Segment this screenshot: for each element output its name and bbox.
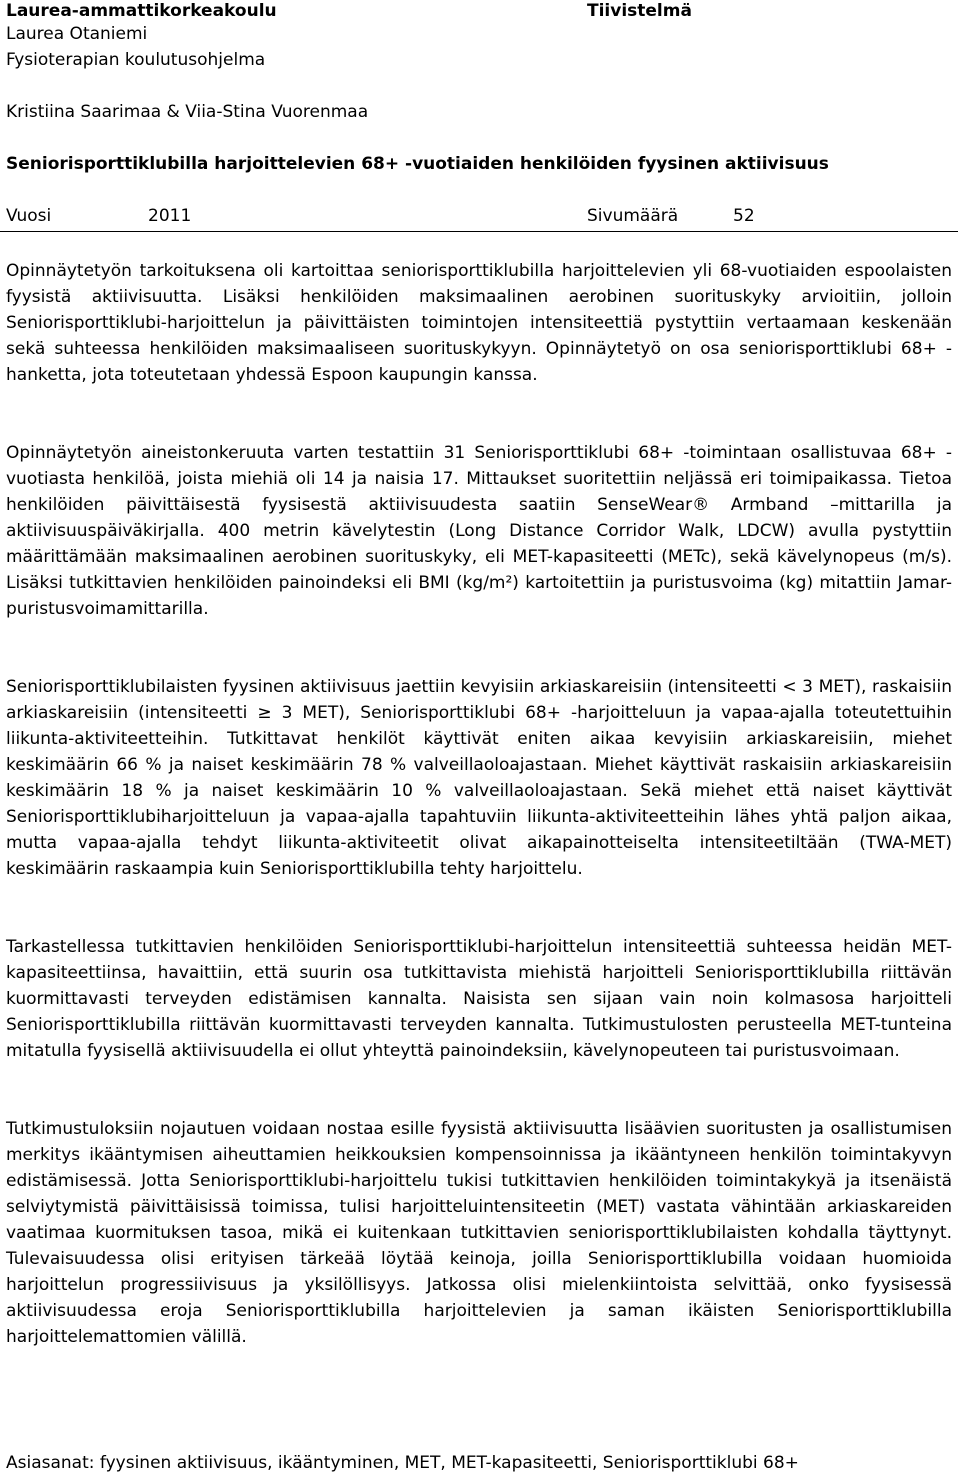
abstract-paragraph-2: Opinnäytetyön aineistonkeruuta varten testattiin 31 Seniorisporttiklubi 68+ -toimintaan osallistuvaa 68+ -vuotiasta henkilöä, joista miehiä oli 14 ja naisia 17. Mittaukset suoritettiin neljässä eri toimipaikassa. Tietoa henkilöiden päivittäisestä fyysisestä aktiivisuudesta saatiin SenseWear® Armband –mittarilla ja aktiivisuuspäiväkirjalla. 400 metrin kävelytestin (Long Distance Corridor Walk, LDCW) avulla pystyttiin määrittämään maksimaalinen aerobinen suorituskyky, eli MET-kapasiteetti (METc), sekä kävelynopeus (m/s). Lisäksi tutkittavien henkilöiden painoindeksi eli BMI (kg/m²) kartoitettiin ja puristusvoima (kg) mitattiin Jamar-puristusvoimamittarilla. <box>6 443 952 619</box>
abstract-paragraph-4: Tarkastellessa tutkittavien henkilöiden Seniorisporttiklubi-harjoittelun intensiteettiä suhteessa heidän MET-kapasiteettiinsa, havaittiin, että suurin osa tutkittavista miehistä harjoitteli Seniorisporttiklubilla riittävän kuormittavasti terveyden edistämisen kannalta. Naisista sen sijaan vain noin kolmasosa harjoitteli Seniorisporttiklubilla riittävän kuormittavasti terveyden kannalta. Tutkimustulosten perusteella MET-tunteina mitatulla fyysisellä aktiivisuudella ei ollut yhteyttä painoindeksiin, kävelynopeuteen tai puristusvoimaan. <box>6 937 952 1061</box>
year-label: Vuosi <box>6 206 52 226</box>
programme-name: Fysioterapian koulutusohjelma <box>6 50 266 70</box>
keywords <box>6 1452 799 1474</box>
pages-value: 52 <box>733 206 755 226</box>
thesis-title: Seniorisporttiklubilla harjoittelevien 68+ -vuotiaiden henkilöiden fyysinen aktiivisuus <box>6 154 829 174</box>
pages-label: Sivumäärä <box>587 206 679 226</box>
abstract-paragraph-5: Tutkimustuloksiin nojautuen voidaan nostaa esille fyysistä aktiivisuutta lisäävien suoritusten ja osallistumisen merkitys ikääntymisen aiheuttamien heikkouksien kompensoinnissa ja ikääntyneen henkilön toimintakyvyn edistämisessä. Jotta Seniorisporttiklubi-harjoittelu tukisi tutkittavien henkilöiden toimintakykyä ja itsenäistä selviytymistä päivittäisissä toimissa, tulisi harjoitteluintensiteetin (MET) vastata vähintään arkiaskareiden vaatimaa kuormituksen tasoa, mikä ei kuitenkaan tutkittavien seniorisporttiklubilaisten kohdalla täyttynyt. Tulevaisuudessa olisi erityisen tärkeää löytää keinoja, joilla Seniorisporttiklubilla voidaan huomioida harjoittelun progressiivisuus ja yksilöllisyys. Jatkossa olisi mielenkiintoista selvittää, onko fyysisessä aktiivisuudessa eroja Seniorisporttiklubilla harjoittelevien ja saman ikäisten Seniorisporttiklubilla harjoittelemattomien välillä. <box>6 1119 952 1347</box>
keywords-value: fyysinen aktiivisuus, ikääntyminen, MET, MET-kapasiteetti, Seniorisporttiklubi 68+ <box>99 1453 799 1473</box>
institution-name: Laurea-ammattikorkeakoulu <box>6 1 277 21</box>
keywords-label: Asiasanat: <box>6 1453 95 1473</box>
year-value: 2011 <box>148 206 192 226</box>
header-divider <box>0 231 958 232</box>
abstract-paragraph-1: Opinnäytetyön tarkoituksena oli kartoittaa seniorisporttiklubilla harjoittelevien yli 68-vuotiaiden espoolaisten fyysistä aktiivisuutta. Lisäksi henkilöiden maksimaalinen aerobinen suorituskyky arvioitiin, jolloin Seniorisporttiklubi-harjoittelun ja päivittäisten toimintojen intensiteettiä pystyttiin vertaamaan keskenään sekä suhteessa henkilöiden maksimaaliseen suorituskykyyn. Opinnäytetyö on osa seniorisporttiklubi 68+ -hanketta, jota toteutetaan yhdessä Espoon kaupungin kanssa. <box>6 261 952 385</box>
document-type: Tiivistelmä <box>587 1 692 21</box>
abstract-paragraph-3: Seniorisporttiklubilaisten fyysinen aktiivisuus jaettiin kevyisiin arkiaskareisiin (intensiteetti < 3 MET), raskaisiin arkiaskareisiin (intensiteetti ≥ 3 MET), Seniorisporttiklubi 68+ -harjoitteluun ja vapaa-ajalla toteutettuihin liikunta-aktiviteetteihin. Tutkittavat henkilöt käyttivät eniten aikaa kevyisiin arkiaskareisiin, miehet keskimäärin 66 % ja naiset keskimäärin 78 % valveillaoloajastaan. Miehet käyttivät raskaisiin arkiaskareisiin keskimäärin 18 % ja naiset keskimäärin 10 % valveillaoloajastaan. Sekä miehet että naiset käyttivät Seniorisporttiklubiharjoitteluun ja vapaa-ajalla tapahtuviin liikunta-aktiviteetteihin lähes yhtä paljon aikaa, mutta vapaa-ajalla tehdyt liikunta-aktiviteetit olivat aikapainotteiselta intensiteetiltään (TWA-MET) keskimäärin raskaampia kuin Seniorisporttiklubilla tehty harjoittelu. <box>6 677 952 879</box>
campus-name: Laurea Otaniemi <box>6 24 148 44</box>
authors: Kristiina Saarimaa & Viia-Stina Vuorenmaa <box>6 102 369 122</box>
